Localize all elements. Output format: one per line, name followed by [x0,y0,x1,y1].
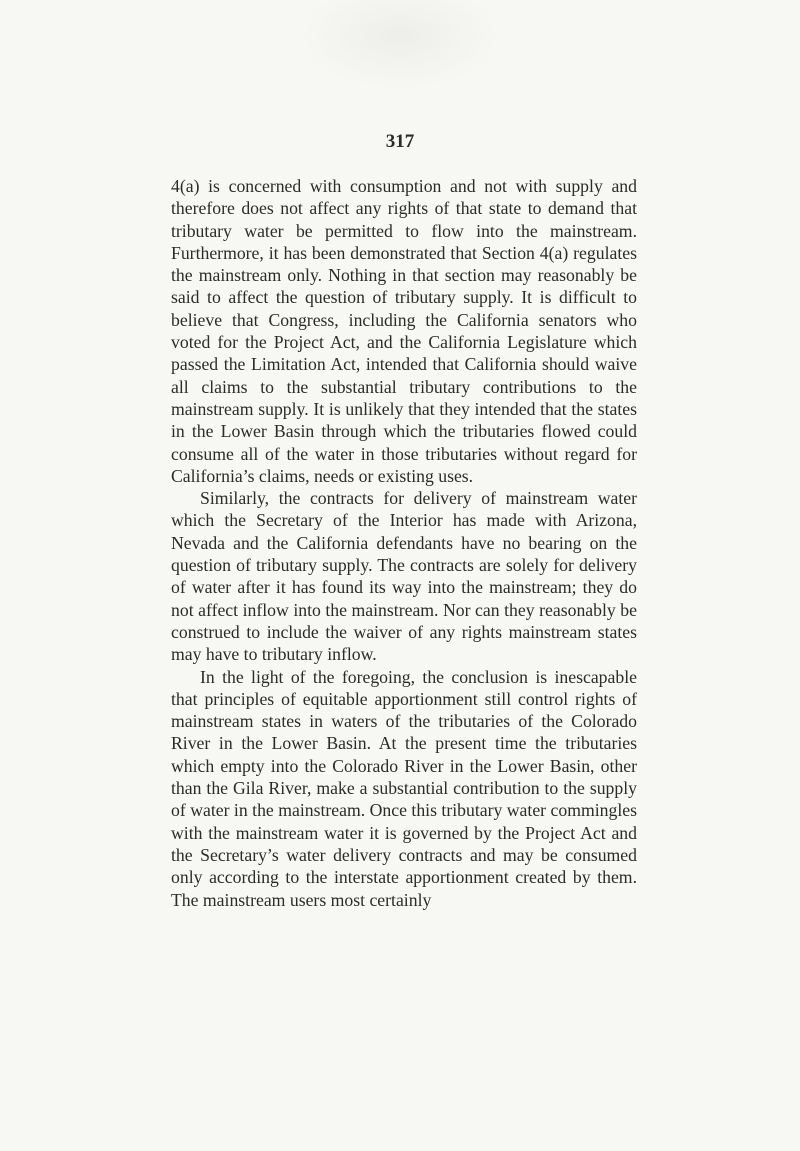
paragraph-1: 4(a) is concerned with consumption and not with supply and therefore does not affect any rights of that state to demand that tributary water be permitted to flow into the mainstream. Furthermore, it has been demonstrated that Section 4(a) regulates the mainstream only. Nothing in that section may reasonably be said to affect the question of tributary supply. It is difficult to believe that Congress, including the California senators who voted for the Project Act, and the California Legislature which passed the Limitation Act, intended that California should waive all claims to the substantial tributary contributions to the mainstream supply. It is unlikely that they intended that the states in the Lower Basin through which the tributaries flowed could consume all of the water in those tributaries without regard for California’s claims, needs or existing uses. [171,176,637,486]
paragraph-3: In the light of the foregoing, the conclusion is inescapable that principles of equitable apportionment still control rights of mainstream states in waters of the tributaries of the Colorado River in the Lower Basin. At the present time the tributaries which empty into the Colorado River in the Lower Basin, other than the Gila River, make a substantial contribution to the supply of water in the mainstream. Once this tributary water commingles with the mainstream water it is governed by the Project Act and the Secretary’s water delivery contracts and may be consumed only according to the interstate apportionment created by them. The mainstream users most certainly [171,666,637,910]
page-number: 317 [385,131,415,152]
paragraph-2: Similarly, the contracts for delivery of mainstream water which the Secretary of the Interior has made with Arizona, Nevada and the California defendants have no bearing on the question of tributary supply. The contracts are solely for delivery of water after it has found its way into the mainstream; they do not affect inflow into the mainstream. Nor can they reasonably be construed to include the waiver of any rights mainstream states may have to tributary inflow. [171,488,637,665]
body-text [171,175,637,911]
show-through-ink [300,0,500,90]
